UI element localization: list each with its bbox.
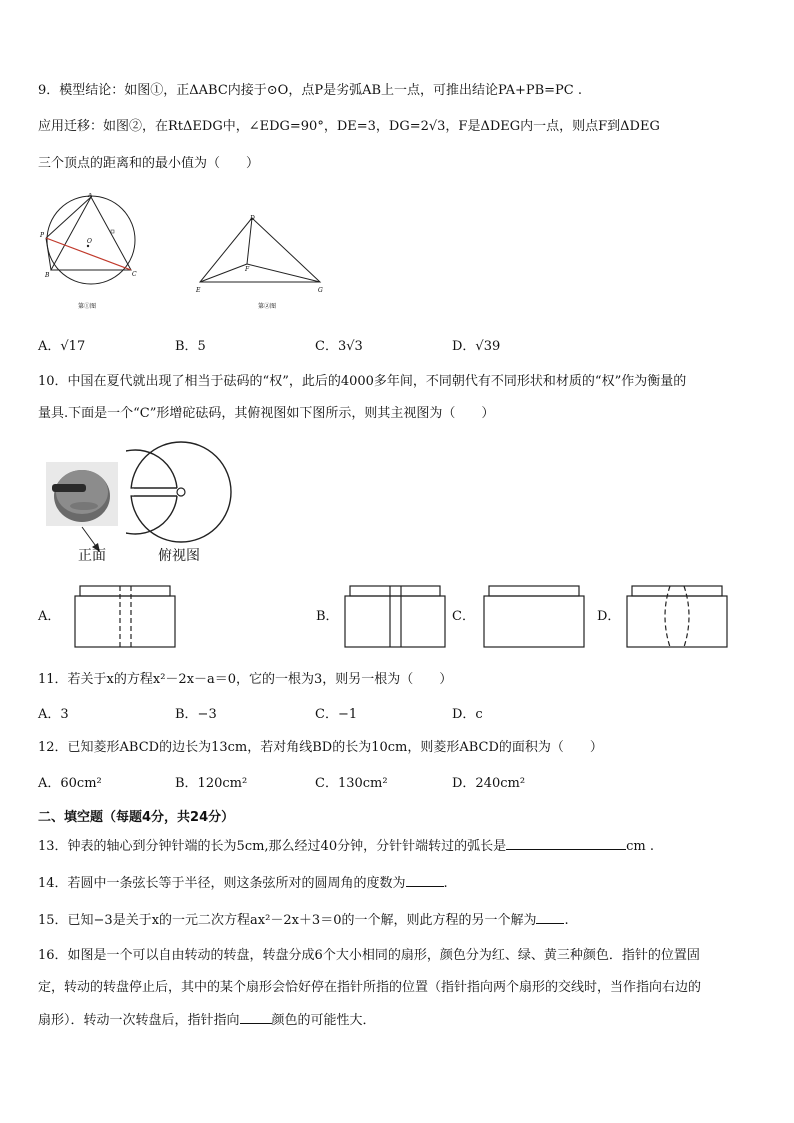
q12-option-d: D．240cm² [452,776,526,791]
q9-option-a: A．√17 [38,339,86,354]
q10-caption-front: 正面 [78,548,106,564]
fig1-label-c: C [132,271,137,278]
q12-line: 12．已知菱形ABCD的边长为13cm，若对角线BD的长为10cm，则菱形ABCD的面积为（ ） [38,740,603,755]
q16-line2: 定，转动的转盘停止后，其中的某个扇形会恰好停在指针所指的位置（指针指向两个扇形的交线时，当作指向右边的 [38,980,702,995]
q10-top-view [126,440,236,546]
fig2-label-g: G [318,287,323,294]
q10-caption-top: 俯视图 [158,548,200,564]
q13-line [38,837,654,856]
q10-option-a-figure [74,585,176,649]
q14-blank[interactable] [406,874,444,887]
fig2-label-d: D [250,215,255,222]
q10-option-b-figure [344,585,446,649]
fig1-label-b: B [45,272,50,279]
fig1-label-p: P [40,232,45,239]
q11-line: 11．若关于x的方程x²－2x－a＝0，它的一根为3，则另一根为（ ） [38,672,453,687]
q16-end: 颜色的可能性大． [271,1013,376,1028]
section-2-heading: 二、填空题（每题4分，共24分） [38,810,235,825]
q13-unit: cm . [626,839,654,854]
q9-line3: 三个顶点的距离和的最小值为（ ） [38,156,260,171]
q9-option-b: B．5 [175,339,206,354]
q15-text: 15．已知−3是关于x的一元二次方程ax²－2x＋3＝0的一个解，则此方程的另一个解为 [38,913,537,928]
fig2-caption: 第②图 [258,303,277,310]
fig1-label-o: O [87,238,92,245]
fig1-caption: 第①图 [78,303,97,310]
q11-option-b: B．−3 [175,707,217,722]
q16-line1: 16．如图是一个可以自由转动的转盘，转盘分成6个大小相同的扇形，颜色分为红、绿、黄三种颜色．指针的位置固 [38,948,700,963]
q9-figure2 [192,212,332,312]
q14-text: 14．若圆中一条弦长等于半径，则这条弦所对的圆周角的度数为 [38,876,406,891]
fig2-label-f: F [245,266,250,273]
q10-line2: 量具.下面是一个“C”形增砣砝码，其俯视图如下图所示，则其主视图为（ ） [38,406,495,421]
q12-option-c: C．130cm² [315,776,388,791]
q10-option-d-figure [626,585,728,649]
q10-weight-photo [46,462,118,526]
q10-option-d: D． [597,609,621,624]
q10-line1: 10．中国在夏代就出现了相当于砝码的“权”，此后的4000多年间，不同朝代有不同形状和材质的“权”作为衡量的 [38,374,687,389]
q9-line2: 应用迁移：如图②，在RtΔEDG中，∠EDG=90°，DE=3，DG=2√3，F是ΔDEG内一点，则点F到ΔDEG [38,119,660,134]
q14-line [38,874,448,893]
q16-blank[interactable] [240,1011,272,1024]
q13-text: 13．钟表的轴心到分钟针端的长为5cm,那么经过40分钟，分针针端转过的弧长是 [38,839,507,854]
q9-option-c: C．3√3 [315,339,363,354]
q11-option-c: C．−1 [315,707,358,722]
q12-option-b: B．120cm² [175,776,248,791]
q9-line1: 9．模型结论：如图①，正ΔABC内接于⊙O，点P是劣弧AB上一点，可推出结论PA+PB=PC . [38,83,583,98]
fig1-label-a: A [88,193,93,199]
q14-end: . [443,876,448,891]
q15-line [38,911,569,930]
q10-option-c: C． [452,609,475,624]
q15-end: . [564,913,569,928]
q11-option-d: D．c [452,707,483,722]
q9-option-d: D．√39 [452,339,501,354]
q10-option-b: B． [316,609,339,624]
fig2-label-e: E [196,287,201,294]
q15-blank[interactable] [536,911,564,924]
q16-line3 [38,1011,376,1030]
q11-option-a: A．3 [38,707,69,722]
q13-blank[interactable] [506,837,626,850]
q10-option-c-figure [483,585,585,649]
q10-option-a: A． [38,609,61,624]
q12-option-a: A．60cm² [38,776,102,791]
q9-figure1 [38,193,148,313]
q16-text: 扇形）．转动一次转盘后，指针指向 [38,1013,240,1028]
